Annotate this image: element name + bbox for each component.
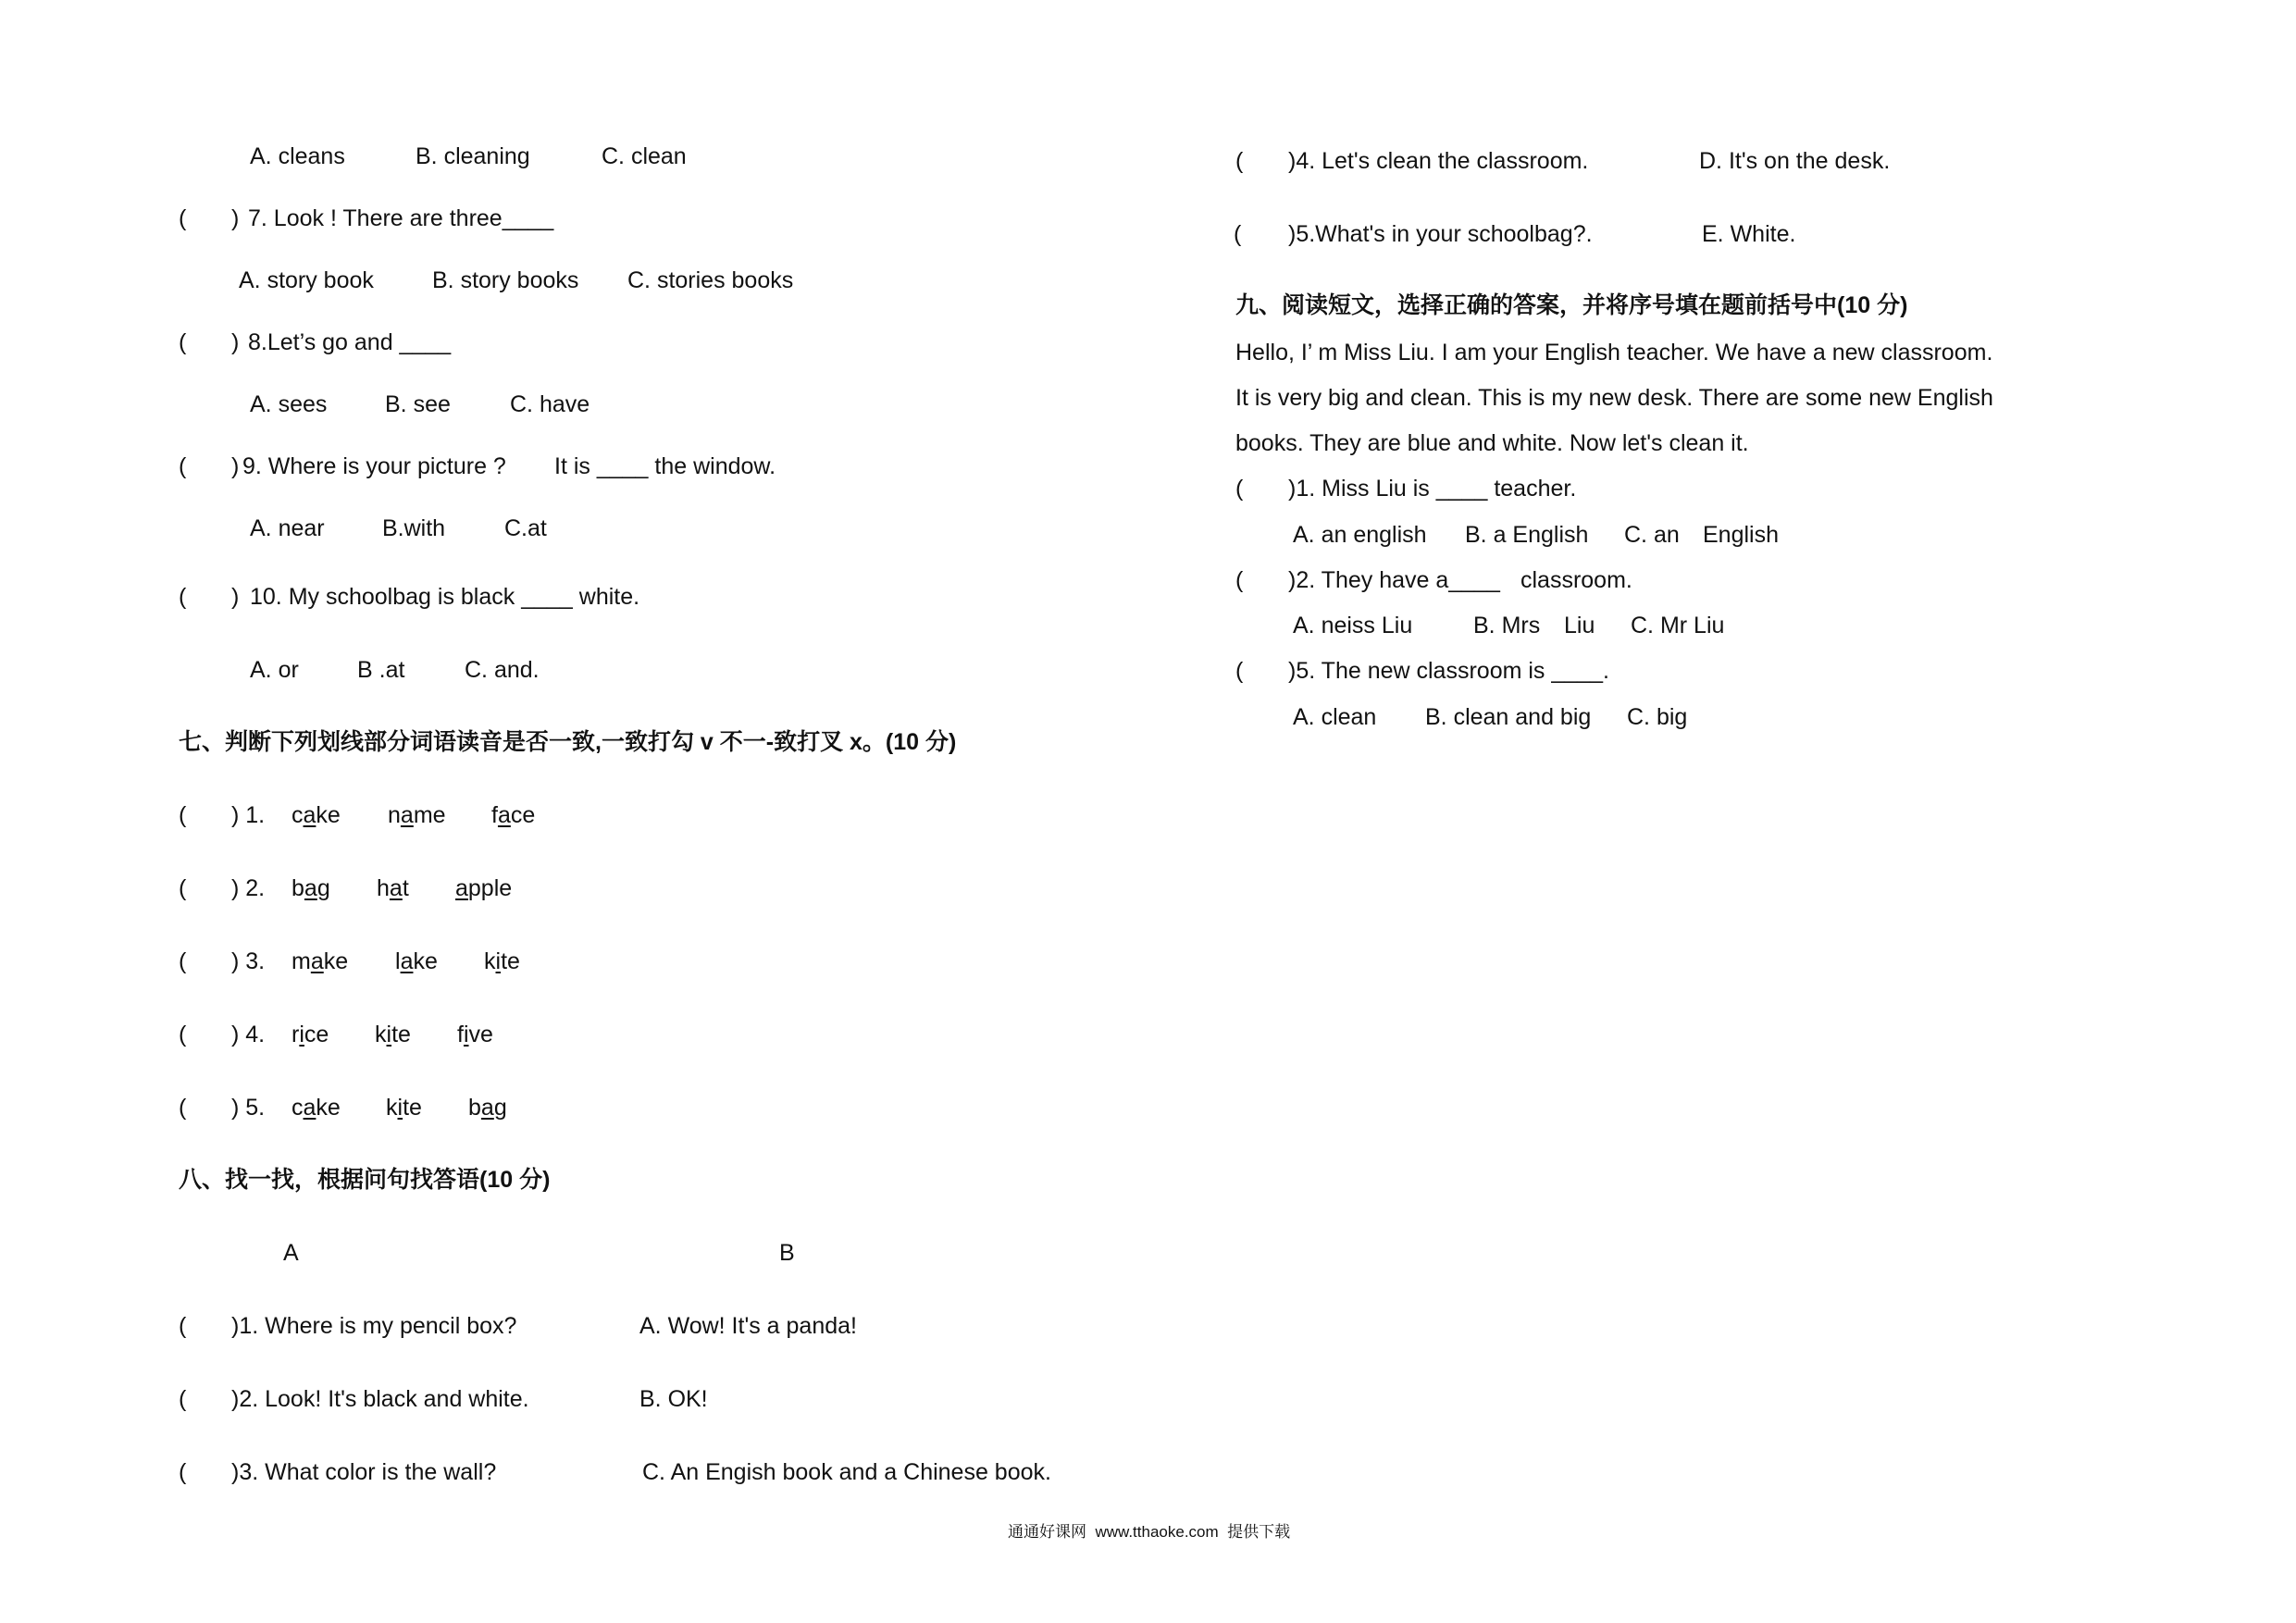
section8-answer: B. OK! — [639, 1386, 708, 1412]
section8-paren: ( — [179, 1386, 187, 1412]
section7-num: ) 2. — [231, 875, 266, 901]
section8-paren: ( — [1234, 221, 1242, 247]
q9-option-b: B.with — [382, 515, 446, 541]
section9-title: 九、阅读短文，选择正确的答案，并将序号填在题前括号中(10 分) — [1235, 292, 1908, 318]
section7-word: bag — [292, 875, 330, 901]
q7-close: ) — [231, 205, 240, 231]
section7-word: cake — [292, 1095, 341, 1121]
section8-answer: D. It's on the desk. — [1699, 148, 1891, 174]
q10-option-a: A. or — [250, 657, 299, 683]
section9-q1-option-a: A. an english — [1293, 522, 1427, 548]
section7-word: hat — [377, 875, 409, 901]
q8-option-a: A. sees — [250, 391, 328, 417]
section9-q5-stem: )5. The new classroom is ____. — [1288, 658, 1609, 684]
q9-answer: It is ____ the window. — [554, 453, 776, 479]
section8-question: )1. Where is my pencil box? — [231, 1313, 517, 1339]
section9-passage-line: Hello, I’ m Miss Liu. I am your English teacher. We have a new classroom. — [1235, 340, 1993, 365]
section8-answer: C. An Engish book and a Chinese book. — [642, 1459, 1051, 1485]
q7-stem: 7. Look ! There are three____ — [248, 205, 554, 231]
section8-question: )4. Let's clean the classroom. — [1288, 148, 1589, 174]
section7-paren: ( — [179, 948, 187, 974]
section9-q2-paren: ( — [1235, 567, 1244, 593]
section9-q2-option-b: B. Mrs — [1473, 613, 1541, 638]
q6-option-a: A. cleans — [250, 143, 345, 169]
section7-title: 七、判断下列划线部分词语读音是否一致,一致打勾 v 不一-致打叉 x。(10 分) — [179, 729, 957, 755]
q9-paren: ( — [179, 453, 187, 479]
q6-option-b: B. cleaning — [416, 143, 530, 169]
page-footer: 通通好课网 www.tthaoke.com 提供下载 — [1008, 1523, 1291, 1541]
section7-word: make — [292, 948, 349, 974]
section9-q5-option-c: C. big — [1627, 704, 1688, 730]
section8-question: )5.What's in your schoolbag?. — [1288, 221, 1593, 247]
section7-word: name — [388, 802, 446, 828]
section8-paren: ( — [179, 1459, 187, 1485]
q8-close: ) — [231, 329, 240, 355]
q8-option-c: C. have — [510, 391, 590, 417]
q10-paren: ( — [179, 584, 187, 610]
q10-option-b: B .at — [357, 657, 405, 683]
section8-answer: E. White. — [1702, 221, 1796, 247]
q8-paren: ( — [179, 329, 187, 355]
q9-close: ) — [231, 453, 240, 479]
section7-paren: ( — [179, 1022, 187, 1047]
section9-q2-option-b-name: Liu — [1564, 613, 1595, 638]
q9-option-c: C.at — [504, 515, 547, 541]
q6-option-c: C. clean — [602, 143, 687, 169]
section7-paren: ( — [179, 875, 187, 901]
section7-word: lake — [395, 948, 438, 974]
section7-num: ) 1. — [231, 802, 266, 828]
section7-word: apple — [455, 875, 513, 901]
section8-question: )2. Look! It's black and white. — [231, 1386, 529, 1412]
section7-paren: ( — [179, 1095, 187, 1121]
section7-word: kite — [375, 1022, 411, 1047]
section9-q1-option-b: B. a English — [1465, 522, 1589, 548]
section8-title: 八、找一找，根据问句找答语(10 分) — [179, 1167, 551, 1193]
section7-word: cake — [292, 802, 341, 828]
section7-num: ) 5. — [231, 1095, 266, 1121]
q10-close: ) — [231, 584, 240, 610]
q7-option-a: A. story book — [239, 267, 374, 293]
q7-paren: ( — [179, 205, 187, 231]
section8-col-a: A — [283, 1240, 299, 1266]
q8-option-b: B. see — [385, 391, 451, 417]
section8-question: )3. What color is the wall? — [231, 1459, 497, 1485]
section8-paren: ( — [1235, 148, 1244, 174]
section9-passage-line: It is very big and clean. This is my new desk. There are some new English — [1235, 385, 1993, 411]
section9-q1-paren: ( — [1235, 476, 1244, 502]
section7-word: bag — [468, 1095, 507, 1121]
q7-option-b: B. story books — [432, 267, 579, 293]
section9-q2-stem: )2. They have a____ — [1288, 567, 1500, 593]
q9-stem: 9. Where is your picture ? — [242, 453, 506, 479]
section9-q5-option-a: A. clean — [1293, 704, 1377, 730]
q9-option-a: A. near — [250, 515, 325, 541]
section9-q2-stem-end: classroom. — [1520, 567, 1632, 593]
section7-word: kite — [386, 1095, 422, 1121]
section9-passage-line: books. They are blue and white. Now let's clean it. — [1235, 430, 1749, 456]
section7-word: kite — [484, 948, 520, 974]
section8-answer: A. Wow! It's a panda! — [639, 1313, 857, 1339]
section7-num: ) 3. — [231, 948, 266, 974]
section8-col-b: B — [779, 1240, 795, 1266]
section7-paren: ( — [179, 802, 187, 828]
q10-option-c: C. and. — [465, 657, 540, 683]
section7-word: five — [457, 1022, 493, 1047]
section9-q5-paren: ( — [1235, 658, 1244, 684]
section7-word: rice — [292, 1022, 329, 1047]
section9-q1-option-c-word: English — [1703, 522, 1779, 548]
section7-num: ) 4. — [231, 1022, 266, 1047]
section8-paren: ( — [179, 1313, 187, 1339]
section9-q5-option-b: B. clean and big — [1425, 704, 1592, 730]
q8-stem: 8.Let’s go and ____ — [248, 329, 452, 355]
section9-q2-option-a: A. neiss Liu — [1293, 613, 1413, 638]
section9-q1-option-c: C. an — [1624, 522, 1680, 548]
q10-stem: 10. My schoolbag is black ____ white. — [250, 584, 640, 610]
section7-word: face — [491, 802, 536, 828]
section9-q2-option-c: C. Mr Liu — [1631, 613, 1725, 638]
q7-option-c: C. stories books — [627, 267, 794, 293]
section9-q1-stem: )1. Miss Liu is ____ teacher. — [1288, 476, 1577, 502]
